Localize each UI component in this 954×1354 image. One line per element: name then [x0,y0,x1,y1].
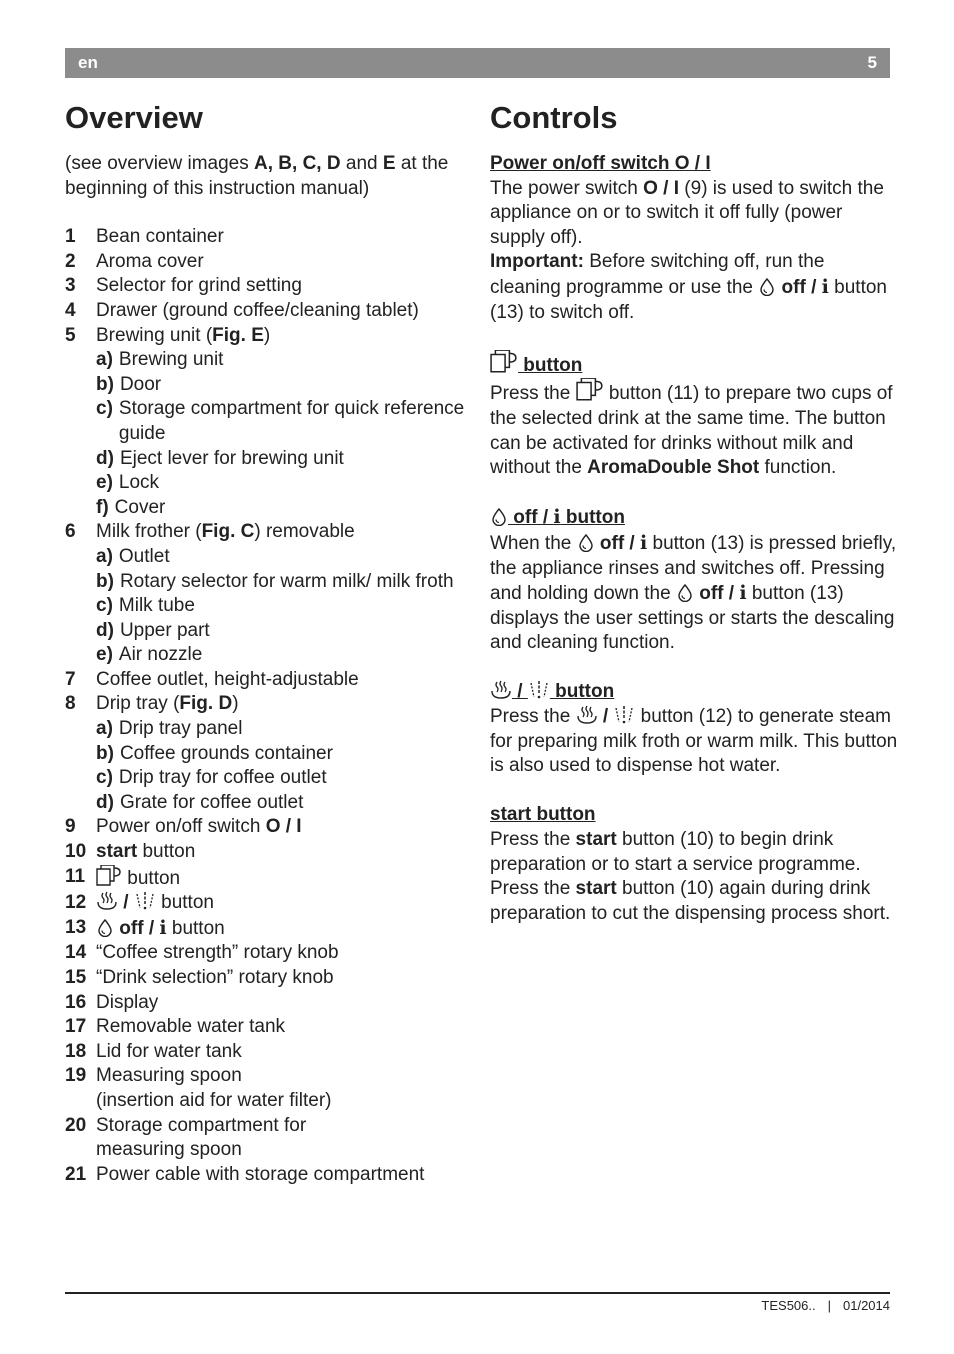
section-heading: / button [490,680,900,705]
section-start [490,803,900,926]
sub-item: a) Brewing unit [96,349,224,371]
list-item: 7 Coffee outlet, height-adjustable [65,668,359,690]
sub-item: b) Rotary selector for warm milk/ milk froth [96,570,454,592]
list-item: 2 Aroma cover [65,250,204,272]
sub-item: d) Grate for coffee outlet [96,791,304,813]
list-item: 14 “Coffee strength” rotary knob [65,942,339,964]
overview-intro: (see overview images A, B, C, D and E at the beginning of this instruction manual) [65,153,449,199]
section-body: When the off / i button (13) is pressed briefly, the appliance rinses and switches off. Pressing and holding down the off / i button (13) displays the user settings or starts the descaling and cleaning function. [490,531,897,654]
double-cup-icon [490,350,518,374]
sub-item: a) Outlet [96,545,170,567]
sub-item: d) Eject lever for brewing unit [96,447,344,469]
list-item: 9 Power on/off switch O / I [65,816,302,838]
overview-title: Overview [65,100,203,135]
hot-water-icon [528,680,550,700]
steam-icon [490,680,512,700]
hot-water-icon [134,891,156,911]
info-icon: i [640,531,648,554]
section-heading: button [490,350,900,379]
rinse-drop-icon [577,534,595,552]
sub-item: f) Cover [96,496,166,518]
list-item: 21 Power cable with storage compartment [65,1163,425,1185]
controls-title: Controls [490,100,618,135]
info-icon: i [553,506,561,529]
hot-water-icon [613,705,635,725]
rinse-drop-icon [676,584,694,602]
overview-list [65,225,465,1187]
section-heading: start button [490,804,596,826]
list-item: 20 Storage compartment for measuring spoon [65,1114,307,1161]
info-icon: i [739,582,747,605]
header-bar [65,48,890,78]
list-item: 15 “Drink selection” rotary knob [65,967,334,988]
info-icon: i [159,916,167,939]
double-cup-icon [96,865,122,887]
list-item: 12 / button [65,892,214,914]
section-power-switch [490,152,900,325]
list-item: 8 Drip tray (Fig. D) [65,693,239,715]
section-body: Press the start button (10) to begin drink preparation or to start a service programme. Press the start button (10) again during drink preparation to cut the dispensing process short. [490,829,891,924]
model-number: TES506.. [761,1298,816,1313]
list-item: 18 Lid for water tank [65,1040,242,1062]
list-item: 6 Milk frother (Fig. C) removable [65,521,355,543]
footer [761,1298,890,1313]
list-item: 1 Bean container [65,226,224,248]
section-off-info [490,505,900,656]
sub-item: c) Drip tray for coffee outlet [96,767,327,789]
steam-icon [96,891,118,911]
section-heading: off / i button [490,505,900,531]
rinse-drop-icon [490,508,508,526]
sub-item: b) Door [96,373,162,395]
sub-item: a) Drip tray panel [96,718,243,740]
section-double-cup [490,350,900,481]
language-label: en [78,53,98,72]
section-body: Press the / button (12) to generate steam for preparing milk froth or warm milk. This button is also used to dispense hot water. [490,706,898,777]
list-item: 19 Measuring spoon (insertion aid for water filter) [65,1065,332,1111]
double-cup-icon [576,378,604,402]
list-item: 13 off / i button [65,916,225,939]
overview-column [65,98,465,1187]
section-heading: Power on/off switch O / I [490,153,711,174]
footer-rule [65,1292,890,1294]
list-item: 5 Brewing unit (Fig. E) [65,324,271,346]
rinse-drop-icon [96,919,114,937]
footer-separator: | [827,1298,831,1313]
list-item: 10 start button [65,841,196,863]
page-number: 5 [867,53,877,72]
sub-item: c) Milk tube [96,595,195,617]
sub-item: c) Storage compartment for quick reference guide [96,398,465,444]
list-item: 17 Removable water tank [65,1016,286,1038]
sub-item: b) Coffee grounds container [96,742,333,764]
steam-icon [576,705,598,725]
controls-column [490,98,900,951]
rinse-drop-icon [758,278,776,296]
list-item: 4 Drawer (ground coffee/cleaning tablet) [65,299,419,321]
section-body: The power switch O / I (9) is used to switch the appliance on or to switch it off fully (power supply off). Important: Before switching off, run the cleaning programme or use the off / i button (13) to switch off. [490,177,887,323]
sub-item: e) Lock [96,472,160,494]
list-item: 16 Display [65,991,159,1013]
sub-item: e) Air nozzle [96,644,203,666]
section-steam-hot-water [490,680,900,778]
list-item: 11 button [65,865,181,889]
list-item: 3 Selector for grind setting [65,275,302,297]
section-body: Press the button (11) to prepare two cups of the selected drink at the same time. The button can be activated for drinks without milk and without the AromaDouble Shot function. [490,378,900,480]
info-icon: i [821,275,829,298]
footer-date: 01/2014 [843,1298,890,1313]
sub-item: d) Upper part [96,619,210,641]
